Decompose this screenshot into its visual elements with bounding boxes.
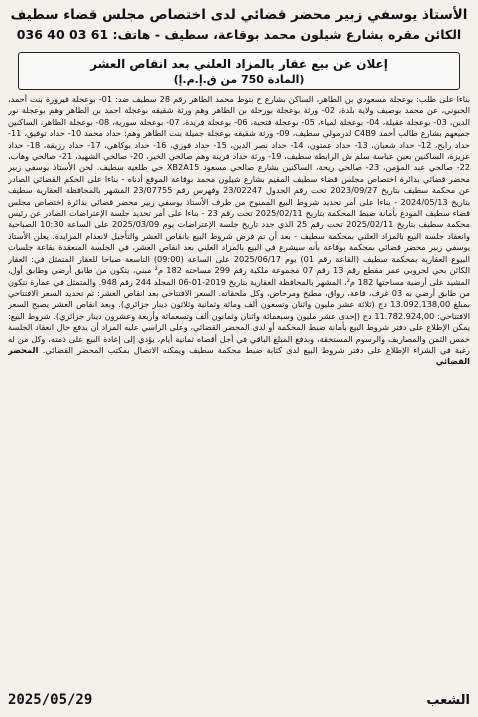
bailiff-address-line: الكائن مقره بشارع شيلون محمد بوقاعة، سطيف - هاتف: 61 03 40 036 (16, 27, 462, 42)
publication-date: 2025/05/29 (8, 692, 93, 708)
announcement-body: بناءا على طلب: بوعجلة مسعودي بن الطاهر، الساكن بشارع خ بتوط محمد الطاهر رقم 28 سطيف ضد: 01- بوعجلة فيروزة بنت أحمد، الحبوني، عن محمد بوصيف ولاية بلدة، 02- ورثة بوعجلة بوزحلة بن الطاهر وهم ورثة شقيقه بوعجلة احمد بن الطاهر وهم بوعجلة نور الدين، 03- بوعجلة عقيلة، 04- بوعجلة لمياء، 05- بوعجلة فتحية، 06- بوعجلة فريدة، 07- بوعجلة سورية، 08- بوعجلة الطاهر، الساكنين جميعهم بشارع طالب أحمد C4B9 لدرمولي سطيف، 09- ورثة شقيقه بوعجلة جميلة بنت الطاهر وهم: حداد محمد 10- حداد توفيق، 11- حداد رابح، 12- حداد شعبان، 13- حداد عمتون، 14- حداد نصر الدين، 15- حداد فوزي، 16- حداد بوكاهي، 17- حداد رزيقة، 18- حداد عزيزة، الساكنين بعين عباسة سلم ش الرابطة سطيف، 19- ورثة حداد فرينة وهم صالحي الخير، 20- صالحي الشهيد، 21- صالحي وهاب، 22- صالحي عبد المؤمن، 23- صالحي ريحة، الساكنين بشارع صالحي مسعود XB2A15 حي طلعية سطيف. لحن الأستاذ يوسفي زبير محضر قضائي بدائرة اختصاص مجلس قضاء سطيف المقيم بشارع شيلون محمد بوقاعة الموقع أدناه - بناءا على الحكم القضائي الصادر عن محكمة سطيف بتاريخ 2023/09/27 تحت رقم الجدول 23/02247 وفهرس رقم 23/07755 المشهر بالمحافظة العقارية سطيف بتاريخ 2024/05/13 - بناءا على أمر تحديد شروط البيع الممنوح من طرف الأستاذ يوسفي زبير محضر قضائي بدائرة اختصاص مجلس قضاء سطيف المودع بأمانة ضبط المحكمة بتاريخ 2025/02/11 تحت رقم 23 - بناءا على أمر تحديد جلسة الإعتراضات الصادر عن رئيس محكمة سطيف بتاريخ 2025/02/11 تحت رقم 25 الذي حدد تاريخ جلسة الإعتراضات يوم 2025/03/09 على الساعة 10:30 الصباحية وانعقاد جلسة البيع بالمزاد العلني بمحكمة سطيف - بعد أن تم فرض شروط البيع بانقاص العشر والتأجيل لانعدام المزايدة. يعلن الأستاذ يوسفي زبير محضر قضائي بمحكمة بوقاعة بأنه سيشرع في البيع بالمزاد العلني بعد انقاص العشر، في الجلسة المنعقدة بقاعة جلسات البيوع العقارية بمحكمة سطيف (القاعة رقم 01) يوم 2025/06/17 على الساعة (09:00) التاسعة صباحا للعقار المتمثل في: العقار الكائن بحي لحروبي عمر مقطع رقم 13 رقم 07 مجموعة ملكية رقم 299 مساحته 182 م² مبني، يتكون من طابق أرضي وطابق أول، المشيد على أرضية مساحتها 182 م²، المشهر بالمحافظة العقارية بتاريخ 2019-01-06 المجلد 244 رقم 948. والمتمثل في عمارة تتكون من طابق أرضي به 03 غرف، قاعة، رواق، مطبخ ومرحاض، وكل ملحقاته. السعر الافتتاحي بعد انقاص العشر: تم تحديد السعر الافتتاحي بمبلغ 13.092.138,00 دج (ثلاثة عشر مليون واثنان وتسعون ألف ومائة وثمانية وثلاثون دينار جزائري). وبعد انقاص العشر يصبح السعر الافتتاحي: 11.782.924,00 دج (إحدى عشر مليون وسبعمائة واثنان وثمانون ألف وتسعمائة وأربعة وعشرون دينار جزائري). شروط البيع: يمكن الإطلاع على دفتر شروط البيع بأمانة ضبط المحكمة أو لدى المحضر القضائي، وعلى الراسي عليه المزاد أن يدفع حال انعقاد الجلسة خمس الثمن والمصاريف والرسوم المستحقة، وبدفع المبلغ الباقي في أجل أقصاه ثمانية أيام، يؤدي إلى إعادة البيع على ذمته، وكل من له رغبة في الشراء الإطلاع على دفتر شروط البيع لدى كتابة ضبط محكمة سطيف ويمكنه الاتصال بمكتب المحضر القضائي. المحضر القضائي (8, 94, 470, 367)
announcement-subtitle: (المادة 750 من ق.إ.م.إ) (173, 73, 305, 86)
signature: المحضر القضائي (8, 344, 470, 367)
header (8, 6, 470, 44)
bailiff-name-line: الأستاذ يوسفي زبير محضر قضائي لدى اختصاص مجلس قضاء سطيف (10, 7, 468, 23)
announcement-title: إعلان عن بيع عقار بالمزاد العلني بعد انقاص العشر (90, 57, 388, 71)
newspaper-name: الشعب (426, 692, 470, 708)
footer (8, 689, 470, 711)
title-banner (18, 52, 460, 90)
